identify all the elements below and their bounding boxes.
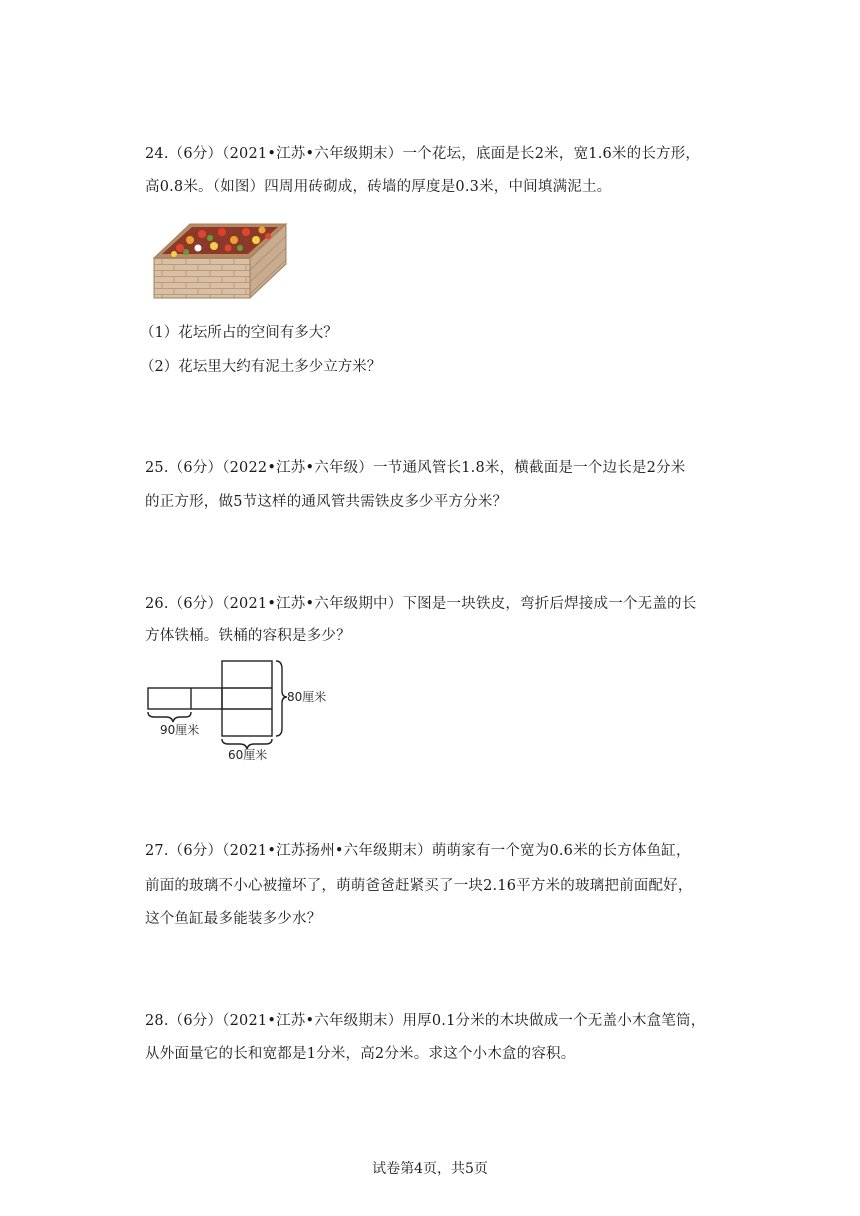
label-80cm: 80厘米 [287,690,327,704]
q24-sub-1: （1）花坛所占的空间有多大？ [140,325,338,341]
q24-sub-2: （2）花坛里大约有泥土多少立方米？ [140,359,382,375]
q27-line-3: 这个鱼缸最多能装多少水？ [145,911,322,927]
iron-sheet-net-diagram [140,655,340,767]
q26-line-2: 方体铁桶。铁桶的容积是多少？ [145,628,351,644]
q24-line-2: 高0.8米。（如图）四周用砖砌成，砖墙的厚度是0.3米，中间填满泥土。 [145,179,612,195]
q26-line-1: 26.（6分）（2021•江苏•六年级期中）下图是一块铁皮，弯折后焊接成一个无盖的长 [145,596,697,612]
q28-line-1: 28.（6分）（2021•江苏•六年级期末）用厚0.1分米的木块做成一个无盖小木盒笔筒， [145,1013,706,1029]
q27-line-1: 27.（6分）（2021•江苏扬州•六年级期末）萌萌家有一个宽为0.6米的长方体鱼缸， [145,843,691,859]
q25-line-1: 25.（6分）（2022•江苏•六年级）一节通风管长1.8米，横截面是一个边长是2分米 [145,460,686,476]
q25-line-2: 的正方形，做5节这样的通风管共需铁皮多少平方分米？ [145,494,508,510]
flower-bed-image [150,210,290,306]
label-60cm: 60厘米 [228,748,268,762]
page-footer: 试卷第4页，共5页 [372,1161,488,1177]
q27-line-2: 前面的玻璃不小心被撞坏了，萌萌爸爸赶紧买了一块2.16平方米的玻璃把前面配好， [145,878,693,894]
label-90cm: 90厘米 [160,723,200,737]
q24-line-1: 24.（6分）（2021•江苏•六年级期末）一个花坛，底面是长2米，宽1.6米的长方形， [145,146,701,162]
q28-line-2: 从外面量它的长和宽都是1分米，高2分米。求这个小木盒的容积。 [145,1046,576,1062]
